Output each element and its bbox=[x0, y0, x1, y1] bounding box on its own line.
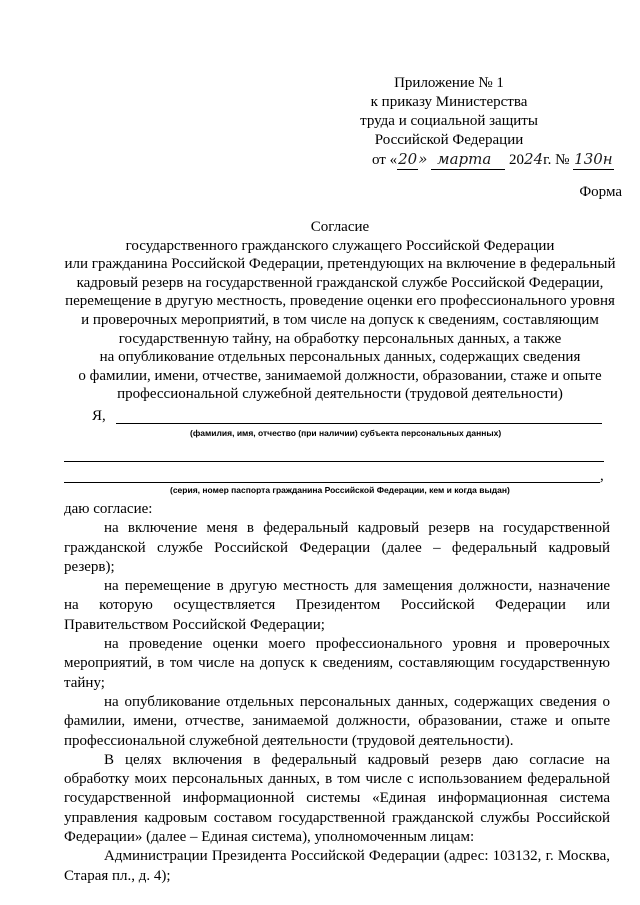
ya-label: Я, bbox=[92, 408, 106, 424]
title-line: или гражданина Российской Федерации, претендующих на включение в федеральный bbox=[64, 256, 616, 273]
passport-fill-line-2[interactable] bbox=[64, 482, 600, 483]
appendix-line: труда и социальной защиты bbox=[360, 113, 538, 129]
order-day: 20 bbox=[398, 150, 418, 168]
title-line: о фамилии, имени, отчестве, занимаемой должности, образовании, стаже и опыте bbox=[78, 367, 602, 384]
consent-paragraph: Администрации Президента Российской Федерации (адрес: 103132, г. Москва, Старая пл., д. 4); bbox=[64, 848, 610, 884]
name-fill-line[interactable] bbox=[116, 423, 602, 424]
title-line: на опубликование отдельных персональных данных, содержащих сведения bbox=[99, 349, 581, 366]
title-line: государственного гражданского служащего Российской Федерации bbox=[125, 237, 555, 254]
passport-caption: (серия, номер паспорта гражданина Российской Федерации, кем и когда выдан) bbox=[170, 485, 510, 495]
consent-paragraph: на перемещение в другую местность для замещения должности, назначение на которую осуществляется Президентом Российской Федерации или Правительством Российской Федерации; bbox=[64, 578, 610, 633]
passport-comma: , bbox=[600, 468, 604, 484]
title-line: кадровый резерв на государственной гражданской службе Российской Федерации, bbox=[76, 274, 604, 291]
consent-paragraph: В целях включения в федеральный кадровый резерв даю согласие на обработку моих персональных данных, в том числе с использованием федеральной государственной информационной системы «Единая информационная система управления кадровым составом государственной гражданской службы Российской Федерации» (далее – Единая система), уполномоченным лицам: bbox=[64, 751, 610, 846]
consent-paragraph: на опубликование отдельных персональных данных, содержащих сведения о фамилии, имени, отчестве, занимаемой должности, образовании, стаже и опыте профессиональной служебной деятельности (трудовой деятельности). bbox=[64, 693, 610, 749]
form-label: Форма bbox=[579, 184, 622, 200]
order-year: 24 bbox=[524, 150, 544, 168]
consent-intro: даю согласие: bbox=[64, 501, 153, 517]
title-line: Согласие bbox=[310, 219, 370, 235]
order-quote: » bbox=[418, 150, 428, 168]
order-number: 130н bbox=[574, 150, 613, 168]
title-line: профессиональной служебной деятельности (трудовой деятельности) bbox=[117, 386, 563, 403]
order-year-prefix: 20 bbox=[509, 152, 525, 168]
appendix-line: к приказу Министерства bbox=[370, 94, 528, 110]
title-line: государственную тайну, на обработку персональных данных, а также bbox=[118, 330, 562, 347]
appendix-line: Российской Федерации bbox=[374, 132, 524, 148]
consent-paragraph: на проведение оценки моего профессионального уровня и проверочных мероприятий, в том числе на допуск к сведениям, составляющим государственную тайну; bbox=[64, 636, 610, 691]
passport-fill-line-1[interactable] bbox=[64, 461, 604, 462]
order-date-line bbox=[372, 150, 627, 170]
order-prefix: от « bbox=[372, 152, 398, 168]
document-title bbox=[40, 218, 640, 404]
title-line: перемещение в другую местность, проведение оценки его профессионального уровня bbox=[65, 293, 615, 310]
order-month: марта bbox=[431, 150, 505, 170]
order-year-suffix: г. № bbox=[543, 152, 570, 168]
consent-body bbox=[64, 500, 610, 886]
title-line: и проверочных мероприятий, в том числе на допуск к сведениям, составляющим bbox=[81, 311, 599, 328]
consent-paragraph: на включение меня в федеральный кадровый резерв на государственной гражданской службе Российской Федерации (далее – федеральный кадровый резерв); bbox=[64, 520, 610, 575]
appendix-header bbox=[324, 74, 574, 150]
appendix-line: Приложение № 1 bbox=[394, 75, 504, 91]
name-caption: (фамилия, имя, отчество (при наличии) субъекта персональных данных) bbox=[190, 428, 502, 438]
